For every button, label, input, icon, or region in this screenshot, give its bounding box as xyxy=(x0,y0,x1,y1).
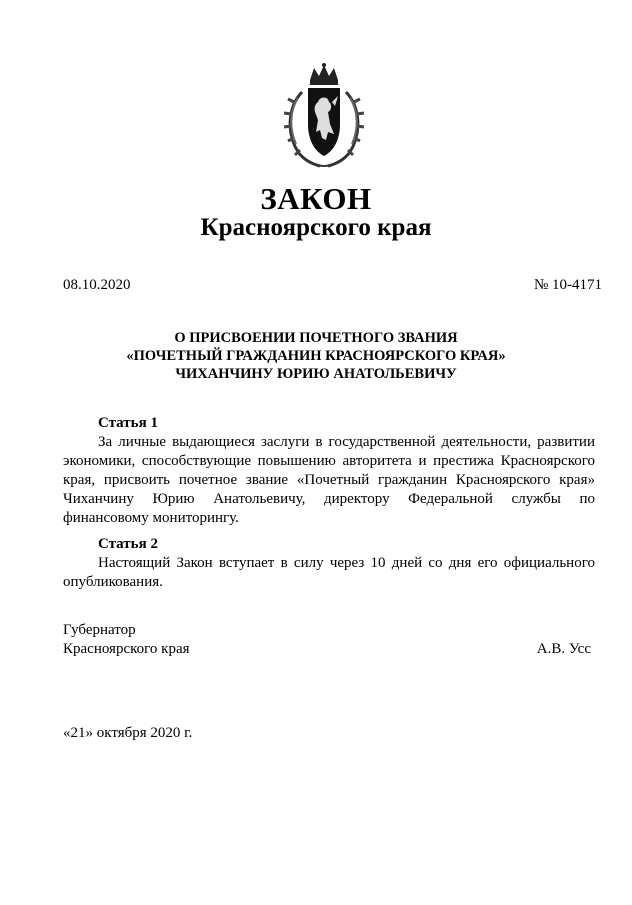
signatory-position-line-2: Красноярского края xyxy=(63,641,190,657)
article-title: Статья 1 xyxy=(98,415,158,431)
article-text: За личные выдающиеся заслуги в государственной деятельности, развитии экономики, способствующие повышению авторитета и престижа Красноярского края, присвоить почетное звание «Почетный гражданин Красноярского края» Чиханчину Юрию Анатольевичу, директору Федеральной службы по финансовому мониторингу. xyxy=(63,434,595,526)
signature-block xyxy=(63,621,591,659)
heading-line-3: ЧИХАНЧИНУ ЮРИЮ АНАТОЛЬЕВИЧУ xyxy=(175,366,457,382)
krasnoyarsk-coat-of-arms-icon xyxy=(280,62,368,174)
document-date: 08.10.2020 xyxy=(63,277,131,293)
article-1 xyxy=(63,414,595,528)
document-number: № 10-4171 xyxy=(533,277,602,293)
article-text: Настоящий Закон вступает в силу через 10 дней со дня его официального опубликования. xyxy=(63,555,595,590)
signatory-position-line-1: Губернатор xyxy=(63,622,136,638)
document-title: ЗАКОН xyxy=(260,181,372,216)
heading-line-2: «ПОЧЕТНЫЙ ГРАЖДАНИН КРАСНОЯРСКОГО КРАЯ» xyxy=(126,348,506,364)
document-heading xyxy=(0,329,632,383)
heading-line-1: О ПРИСВОЕНИИ ПОЧЕТНОГО ЗВАНИЯ xyxy=(174,330,458,346)
signatory-name: А.В. Усс xyxy=(536,641,591,657)
document-subtitle: Красноярского края xyxy=(200,214,432,241)
article-2 xyxy=(63,535,595,592)
signing-date: «21» октября 2020 г. xyxy=(63,725,193,741)
article-title: Статья 2 xyxy=(98,536,158,552)
